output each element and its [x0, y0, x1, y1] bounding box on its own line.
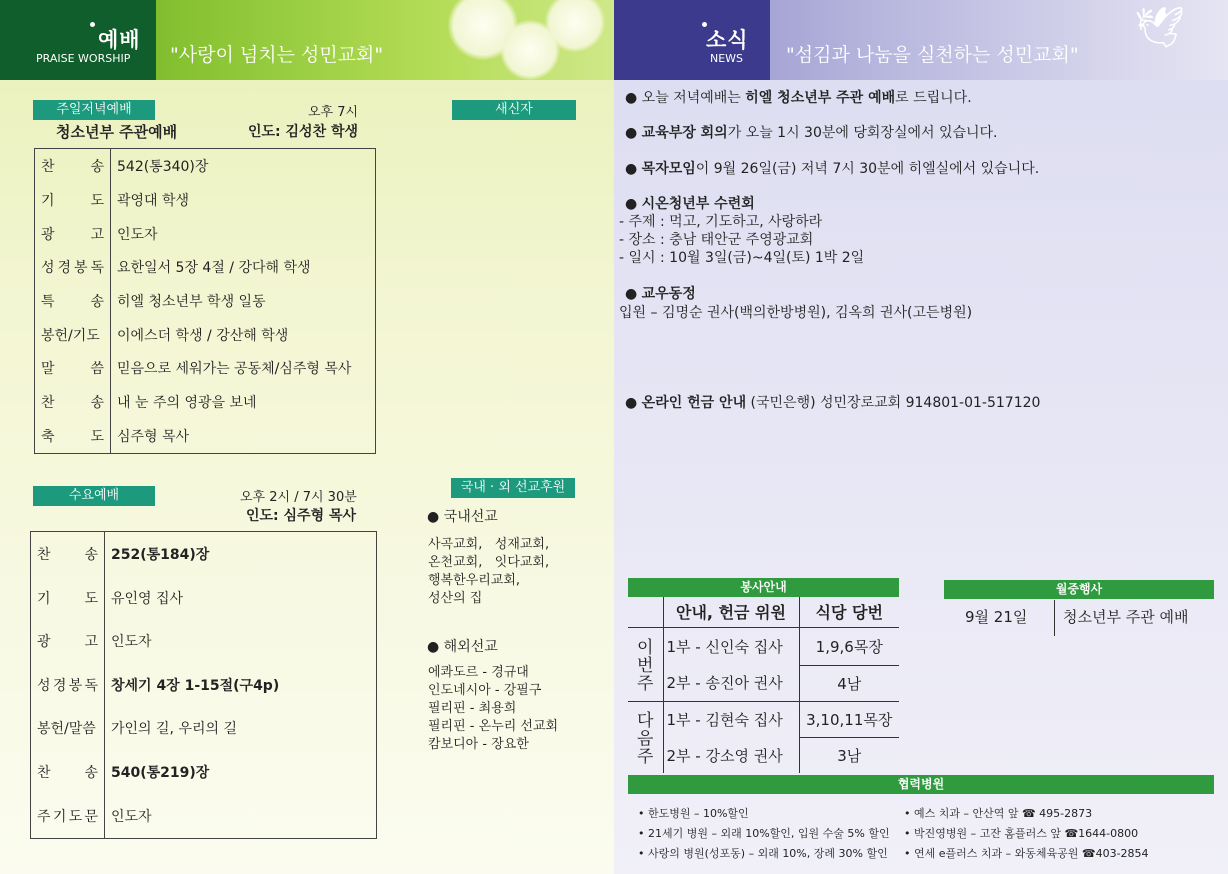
order-item-value: 믿음으로 세워가는 공동체/심주형 목사 — [117, 361, 352, 378]
order-item-char: 송 — [90, 293, 104, 310]
overseas-mission-title: ● 해외선교 — [427, 639, 498, 655]
service-row — [628, 737, 899, 773]
order-item-char: 씀 — [90, 361, 104, 378]
service-row — [628, 665, 899, 701]
order-item-char: 송 — [84, 547, 98, 564]
order-item-char: 문 — [84, 808, 98, 825]
mission-entry: 필리핀 - 온누리 선교회 — [428, 719, 559, 734]
order-item-char: 도 — [68, 808, 83, 825]
monthly-divider — [1054, 600, 1055, 636]
partner-hospital: • 예스 치과 – 안산역 앞 ☎ 495-2873 — [904, 807, 1093, 820]
partner-hospital: • 박진영병원 – 고잔 홈플러스 앞 ☎1644-0800 — [904, 827, 1139, 840]
mission-tag: 국내 · 외 선교후원 — [451, 478, 575, 498]
order-item-char: 말 — [41, 361, 55, 378]
order-item-char: 성 — [37, 677, 51, 694]
mission-entry: 성산의 집 — [428, 591, 483, 606]
order-item-name-chars — [37, 588, 98, 608]
monthly-event-date: 9월 21일 — [965, 608, 1028, 626]
order-item-name-chars — [41, 392, 104, 412]
order-item-value: 542(통340)장 — [117, 159, 209, 176]
sunday-order-table — [34, 148, 376, 454]
news-text: 로 드립니다. — [895, 90, 972, 106]
news-text: 이 9월 26일(금) 저녁 7시 30분에 히엘실에서 있습니다. — [695, 161, 1040, 177]
order-item-char: 송 — [90, 395, 104, 411]
news-highlight: 교육부장 회의 — [641, 125, 728, 141]
order-item-char: 찬 — [37, 547, 51, 564]
order-item-char: 경 — [52, 677, 67, 694]
order-item-char: 기 — [41, 192, 55, 209]
order-row — [35, 385, 376, 419]
partner-hospital: • 사랑의 병원(성포동) – 외래 10%, 장례 30% 할인 — [638, 847, 888, 860]
service-guide-table — [628, 597, 899, 773]
service-kitchen-duty: 3,10,11목장 — [799, 701, 899, 737]
order-item-value: 540(통219)장 — [111, 765, 210, 782]
order-item-char: 도 — [84, 590, 98, 607]
monthly-events-bar: 월중행사 — [944, 580, 1214, 599]
order-item-value: 심주형 목사 — [117, 428, 190, 445]
retreat-line: - 일시 : 10월 3일(금)~4일(토) 1박 2일 — [619, 250, 865, 266]
order-item-value: 인도자 — [117, 226, 158, 243]
order-item-char: 주 — [37, 808, 51, 825]
partner-hospital: • 21세기 병원 – 외래 10%할인, 입원 수술 5% 할인 — [638, 827, 890, 840]
mission-entry: 캄보디아 - 장요한 — [428, 737, 529, 752]
order-item-char: 기 — [37, 590, 51, 607]
partner-hospital: • 한도병원 – 10%할인 — [638, 807, 749, 820]
service-row — [628, 701, 899, 737]
order-item-name-chars — [41, 257, 104, 277]
order-item-char: 경 — [57, 260, 72, 277]
sunday-service-leader: 인도: 김성찬 학생 — [248, 124, 359, 140]
bird-icon: 🕊 — [1134, 5, 1185, 51]
order-item-name-chars — [37, 544, 98, 564]
sunday-service-title: 청소년부 주관예배 — [56, 123, 178, 141]
order-item-char: 찬 — [41, 395, 55, 411]
news-text: 오늘 저녁예배는 — [641, 90, 746, 106]
order-item-name-chars — [37, 718, 98, 738]
order-item-char: 봉헌/기도 — [41, 327, 100, 344]
order-row — [31, 576, 377, 620]
service-guide-person: 1부 - 신인숙 집사 — [663, 627, 799, 665]
next-week-text: 다음주 — [637, 711, 654, 768]
worship-slogan: "사랑이 넘치는 성민교회" — [170, 44, 384, 66]
order-item-name — [31, 707, 105, 751]
order-item-char: 축 — [41, 428, 55, 445]
partner-hospitals-bar: 협력병원 — [628, 775, 1214, 794]
service-col-header: 식당 당번 — [799, 597, 899, 627]
order-item-name — [35, 250, 111, 284]
order-item-name — [35, 183, 111, 217]
order-row — [35, 284, 376, 318]
order-item-value: 인도자 — [111, 808, 152, 825]
order-item-char: 성 — [41, 260, 55, 277]
news-item: ● 교육부장 회의가 오늘 1시 30분에 당회장실에서 있습니다. — [625, 125, 998, 141]
sunday-service-tag: 주일저녁예배 — [33, 100, 155, 120]
domestic-mission-title: ● 국내선교 — [427, 509, 498, 525]
news-item: ● 오늘 저녁예배는 히엘 청소년부 주관 예배로 드립니다. — [625, 90, 972, 106]
service-kitchen-duty: 3남 — [837, 746, 862, 765]
wednesday-service-leader: 인도: 심주형 목사 — [246, 508, 357, 524]
members-title: ● 교우동정 — [625, 286, 696, 302]
service-guide-person: 2부 - 강소영 권사 — [663, 737, 799, 773]
order-item-char: 기 — [52, 808, 67, 825]
order-item-char: 찬 — [37, 765, 51, 782]
members-title-label: 교우동정 — [641, 286, 696, 302]
order-row — [35, 419, 376, 454]
order-row — [31, 663, 377, 707]
order-item-char: 송 — [84, 765, 98, 782]
order-item-name — [35, 351, 111, 385]
logo-subtitle: PRAISE WORSHIP — [36, 52, 131, 65]
logo-title: 소식 — [706, 28, 749, 52]
order-item-char: 도 — [90, 192, 104, 209]
order-item-name — [35, 217, 111, 251]
overseas-mission-list — [428, 664, 558, 754]
order-item-name — [35, 284, 111, 318]
order-item-value: 252(통184)장 — [111, 547, 210, 564]
order-item-name-chars — [41, 325, 104, 345]
order-item-value: 유인영 집사 — [111, 590, 184, 607]
members-line: 입원 – 김명순 권사(백의한방병원), 김옥희 권사(고든병원) — [619, 305, 973, 321]
order-row — [31, 794, 377, 839]
sunday-service-time: 오후 7시 — [308, 105, 359, 120]
logo-dot-icon — [90, 22, 95, 27]
news-highlight: 히엘 청소년부 주관 예배 — [745, 90, 896, 106]
service-col-header: 안내, 헌금 위원 — [663, 597, 799, 627]
mission-entry: 온천교회, 잇다교회, — [428, 555, 550, 570]
order-item-char: 고 — [90, 226, 104, 243]
order-item-char: 독 — [90, 260, 104, 277]
order-item-name-chars — [41, 190, 104, 210]
order-item-name — [35, 385, 111, 419]
order-item-name-chars — [41, 291, 104, 311]
order-row — [31, 750, 377, 794]
worship-logo — [0, 0, 156, 80]
order-row — [35, 351, 376, 385]
order-item-value: 이에스더 학생 / 강산해 학생 — [117, 327, 289, 344]
logo-subtitle: NEWS — [710, 52, 744, 65]
order-item-value: 요한일서 5장 4절 / 강다해 학생 — [117, 260, 311, 277]
retreat-title: ● 시온청년부 수련회 — [625, 196, 755, 212]
service-kitchen-duty: 1,9,6목장 — [799, 627, 899, 665]
order-item-name — [35, 419, 111, 454]
news-slogan: "섬김과 나눔을 실천하는 성민교회" — [786, 44, 1079, 66]
this-week-text: 이번주 — [637, 638, 654, 694]
news-text: 가 오늘 1시 30분에 당회장실에서 있습니다. — [727, 125, 998, 141]
mission-entry: 사곡교회, 성재교회, — [428, 537, 550, 552]
order-item-name — [31, 576, 105, 620]
order-item-char: 고 — [84, 634, 98, 651]
mission-entry: 행복한우리교회, — [428, 573, 521, 588]
order-item-name-chars — [41, 426, 104, 446]
order-item-name — [31, 794, 105, 839]
wednesday-service-time: 오후 2시 / 7시 30분 — [240, 490, 357, 505]
logo-title: 예배 — [98, 28, 141, 52]
order-item-name-chars — [37, 675, 98, 695]
order-row — [35, 149, 376, 184]
mission-entry: 인도네시아 - 강필구 — [428, 683, 542, 698]
mission-entry: 필리핀 - 최용희 — [428, 701, 517, 716]
service-header-row — [628, 597, 899, 627]
order-item-name — [31, 532, 105, 577]
order-item-name-chars — [37, 762, 98, 782]
partner-hospital: • 연세 e플러스 치과 – 와동체육공원 ☎403-2854 — [904, 847, 1149, 860]
wednesday-service-tag: 수요예배 — [33, 486, 155, 506]
service-guide-bar: 봉사안내 — [628, 578, 899, 597]
order-item-char: 도 — [90, 428, 104, 445]
this-week-label — [628, 627, 663, 701]
order-item-name-chars — [37, 631, 98, 651]
next-week-label — [628, 701, 663, 773]
mission-entry: 에콰도르 - 경규대 — [428, 665, 529, 680]
monthly-event-name: 청소년부 주관 예배 — [1063, 608, 1189, 626]
news-item: ● 목자모임이 9월 26일(금) 저녁 7시 30분에 히엘실에서 있습니다. — [625, 161, 1040, 177]
order-item-value: 히엘 청소년부 학생 일동 — [117, 293, 266, 310]
order-item-value: 가인의 길, 우리의 길 — [111, 721, 237, 738]
service-row — [628, 627, 899, 665]
order-item-name-chars — [41, 156, 104, 176]
retreat-line: - 장소 : 충남 태안군 주영광교회 — [619, 232, 814, 248]
order-item-char: 찬 — [41, 159, 55, 176]
order-row — [31, 620, 377, 664]
order-item-char: 봉헌/말씀 — [37, 721, 96, 738]
order-item-name — [31, 620, 105, 664]
overseas-mission-label: 해외선교 — [443, 639, 498, 655]
order-item-char: 특 — [41, 293, 55, 310]
order-item-name — [31, 663, 105, 707]
order-item-name — [35, 149, 111, 184]
order-row — [35, 217, 376, 251]
retreat-title-label: 시온청년부 수련회 — [641, 196, 755, 212]
order-item-name-chars — [41, 224, 104, 244]
order-row — [31, 707, 377, 751]
order-item-name-chars — [37, 806, 98, 826]
offering-account: (국민은행) 성민장로교회 914801-01-517120 — [746, 395, 1041, 411]
order-item-value: 인도자 — [111, 634, 152, 651]
order-row — [35, 318, 376, 352]
order-item-name — [31, 750, 105, 794]
order-item-value: 곽영대 학생 — [117, 192, 190, 209]
flower-decoration — [545, 0, 605, 52]
service-guide-person: 2부 - 송진아 권사 — [663, 665, 799, 701]
order-item-char: 광 — [37, 634, 51, 651]
domestic-mission-label: 국내선교 — [443, 509, 498, 525]
order-item-char: 봉 — [68, 677, 83, 694]
offering-info: ● 온라인 헌금 안내 (국민은행) 성민장로교회 914801-01-517120 — [625, 395, 1041, 411]
offering-title: 온라인 헌금 안내 — [641, 395, 747, 411]
order-item-char: 봉 — [73, 260, 88, 277]
order-row — [35, 183, 376, 217]
order-item-value: 창세기 4장 1-15절(구4p) — [111, 677, 280, 694]
order-item-char: 광 — [41, 226, 55, 243]
order-item-char: 송 — [90, 159, 104, 176]
order-item-char: 독 — [84, 677, 98, 694]
order-row — [35, 250, 376, 284]
order-item-value: 내 눈 주의 영광을 보네 — [117, 395, 257, 411]
service-kitchen-duty: 4남 — [799, 665, 899, 701]
news-highlight: 목자모임 — [641, 161, 696, 177]
order-row — [31, 532, 377, 577]
service-guide-person: 1부 - 김현숙 집사 — [663, 701, 799, 737]
order-item-name-chars — [41, 358, 104, 378]
newcomer-tag: 새신자 — [452, 100, 576, 120]
retreat-line: - 주제 : 먹고, 기도하고, 사랑하라 — [619, 214, 823, 230]
order-item-name — [35, 318, 111, 352]
wednesday-order-table — [30, 531, 377, 839]
news-logo — [614, 0, 770, 80]
domestic-mission-list — [428, 536, 549, 608]
